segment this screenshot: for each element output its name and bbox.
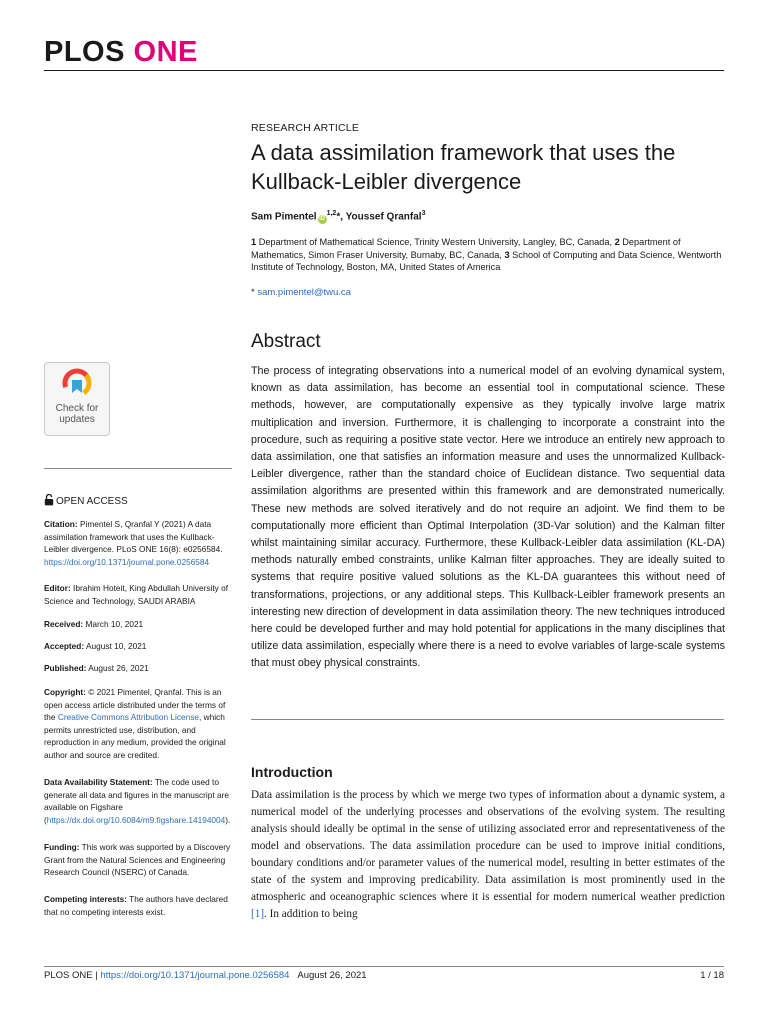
- affil-text: Department of Mathematics, Simon Fraser University, Burnaby, BC, Canada,: [251, 237, 681, 260]
- open-access-label: [44, 494, 128, 507]
- affiliations: [251, 236, 725, 274]
- page-footer: [44, 970, 724, 981]
- open-access-text: OPEN ACCESS: [56, 496, 128, 507]
- editor-block: [44, 582, 232, 607]
- sidebar-divider: [44, 468, 232, 469]
- open-lock-icon: [44, 494, 54, 506]
- footer-date: August 26, 2021: [297, 970, 367, 981]
- author-corresponding-mark: *,: [336, 211, 346, 223]
- citation-block: [44, 518, 232, 568]
- citation-text: Pimentel S, Qranfal Y (2021) A data assimilation framework that uses the Kullback-Leibler divergence. PLoS ONE 16(8): e0256584.: [44, 519, 223, 554]
- data-availability-text: The code used to generate all data and figures in the manuscript are available on Figshare (: [44, 777, 229, 825]
- copyright-text: © 2021 Pimentel, Qranfal. This is an open access article distributed under the terms of the: [44, 687, 226, 722]
- affil-number: 3: [504, 249, 510, 260]
- accepted-block: [44, 640, 232, 653]
- copyright-label: Copyright:: [44, 687, 86, 697]
- footer-doi-link[interactable]: https://doi.org/10.1371/journal.pone.0256584: [100, 970, 290, 981]
- funding-text: This work was supported by a Discovery Grant from the Natural Sciences and Engineering Research Council (NSERC) of Canada.: [44, 842, 231, 877]
- page-number: 1 / 18: [700, 970, 724, 981]
- data-availability-tail: ).: [225, 814, 231, 825]
- data-availability-label: Data Availability Statement:: [44, 777, 153, 787]
- competing-interests-block: [44, 893, 232, 918]
- copyright-block: [44, 686, 232, 761]
- badge-line-1: Check for: [55, 403, 99, 414]
- header-rule: [44, 70, 724, 71]
- author-name[interactable]: Sam Pimentel: [251, 211, 317, 223]
- published-label: Published:: [44, 663, 87, 673]
- reference-link[interactable]: [1]: [251, 908, 265, 920]
- accepted-label: Accepted:: [44, 641, 85, 651]
- logo-one-text: ONE: [133, 36, 198, 68]
- footer-separator: |: [92, 970, 101, 981]
- accepted-date: August 10, 2021: [85, 641, 147, 651]
- abstract-heading: Abstract: [251, 331, 321, 352]
- data-availability-block: [44, 776, 232, 826]
- section-divider: [251, 719, 724, 720]
- title-line-1: A data assimilation framework that uses the: [251, 140, 676, 165]
- affil-text: School of Computing and Data Science, Wentworth Institute of Technology, Boston, MA, United States of America: [251, 249, 722, 272]
- received-label: Received:: [44, 619, 84, 629]
- introduction-text: [251, 787, 725, 923]
- citation-label: Citation:: [44, 519, 78, 529]
- footer-journal: PLOS ONE: [44, 970, 93, 981]
- competing-interests-text: The authors have declared that no competing interests exist.: [44, 894, 228, 917]
- footer-rule: [44, 966, 724, 967]
- author-name[interactable]: Youssef Qranfal: [345, 211, 422, 223]
- email-link[interactable]: sam.pimentel@twu.ca: [257, 287, 351, 298]
- abstract-text: The process of integrating observations into a numerical model of an evolving dynamical system, known as data assimilation, has become an essential tool in computational science. These methods, however, are computationally expensive as they typically involve large matrix multiplication and inversion. Furthermore, it is challenging to incorporate a constraint into the procedure, such as requiring a positive state vector. Here we introduce an entirely new approach to data assimilation, one that satisfies an information measure and uses the unnormalized Kullback-Leibler divergence, rather than the standard choice of Euclidean distance. Two sequential data assimilation algorithms are presented within this framework and are demonstrated numerically. These new methods are solved iteratively and do not require an adjoint. We find them to be computationally more efficient than Optimal Interpolation (3D-Var solution) and the Kalman filter whilst maintaining similar accuracy. Furthermore, these Kullback-Leibler data assimilation (KL-DA) methods naturally embed constraints, unlike Kalman filter approaches. They are ideally suited to systems that require positive valued solutions as the KL-DA guarantees this without need of transformations, projections, or any additional steps. This Kullback-Leibler framework presents an interesting new direction of development in data assimilation theory. The new techniques introduced here could be developed further and may hold potential for applications in the many disciplines that utilize data assimilation, especially where there is a need to evolve variables of large-scale systems that must obey physical constraints.: [251, 365, 725, 670]
- received-date: March 10, 2021: [85, 619, 144, 629]
- author-affil-sup: 1,2: [326, 210, 337, 217]
- email-mark: *: [251, 287, 255, 298]
- funding-block: [44, 841, 232, 879]
- editor-text: Ibrahim Hoteit, King Abdullah University of Science and Technology, SAUDI ARABIA: [44, 583, 228, 606]
- introduction-heading: Introduction: [251, 764, 333, 780]
- article-title: [251, 138, 725, 196]
- journal-logo: [44, 36, 198, 68]
- badge-line-2: updates: [59, 414, 95, 425]
- logo-plos-text: PLOS: [44, 36, 125, 68]
- intro-body: Data assimilation is the process by which we merge two types of information about a dynamic system, a numerical model of the underlying processes and observations of the evolving system. The resulting analysis should ideally be optimal in the sense of utilizing associated error and representativeness of the model and observations. The data assimilation procedure can be used to improve initial conditions, boundary conditions and/or parameter values of the numerical model, resulting in better estimates of the state of the system and improving predicability. Data assimilation is most prominently used in the atmospheric and oceanographic sciences where it is essential for modern numerical weather prediction: [251, 789, 725, 903]
- check-for-updates-badge[interactable]: [44, 362, 110, 436]
- crossmark-icon: [62, 368, 92, 398]
- license-link[interactable]: Creative Commons Attribution License: [57, 712, 199, 722]
- published-block: [44, 662, 232, 675]
- affil-text: Department of Mathematical Science, Trinity Western University, Langley, BC, Canada,: [258, 237, 613, 247]
- received-block: [44, 618, 232, 631]
- editor-label: Editor:: [44, 583, 71, 593]
- corresponding-email: [251, 287, 725, 298]
- competing-interests-label: Competing interests:: [44, 894, 127, 904]
- article-type: RESEARCH ARTICLE: [251, 122, 360, 134]
- badge-text: [45, 403, 109, 425]
- affil-number: 2: [614, 237, 620, 247]
- author-affil-sup: 3: [421, 210, 426, 217]
- published-date: August 26, 2021: [88, 663, 149, 673]
- author-list: [251, 210, 725, 224]
- figshare-link[interactable]: https://dx.doi.org/10.6084/m9.figshare.14194004: [46, 814, 226, 825]
- intro-body-tail: . In addition to being: [264, 908, 358, 920]
- funding-label: Funding:: [44, 842, 80, 852]
- orcid-icon[interactable]: iD: [319, 216, 326, 223]
- copyright-text-tail: , which permits unrestricted use, distribution, and reproduction in any medium, provided the original author and source are credited.: [44, 712, 226, 760]
- citation-doi-link[interactable]: https://doi.org/10.1371/journal.pone.0256584: [44, 556, 210, 567]
- title-line-2: Kullback-Leibler divergence: [251, 169, 522, 194]
- affil-number: 1: [251, 237, 257, 247]
